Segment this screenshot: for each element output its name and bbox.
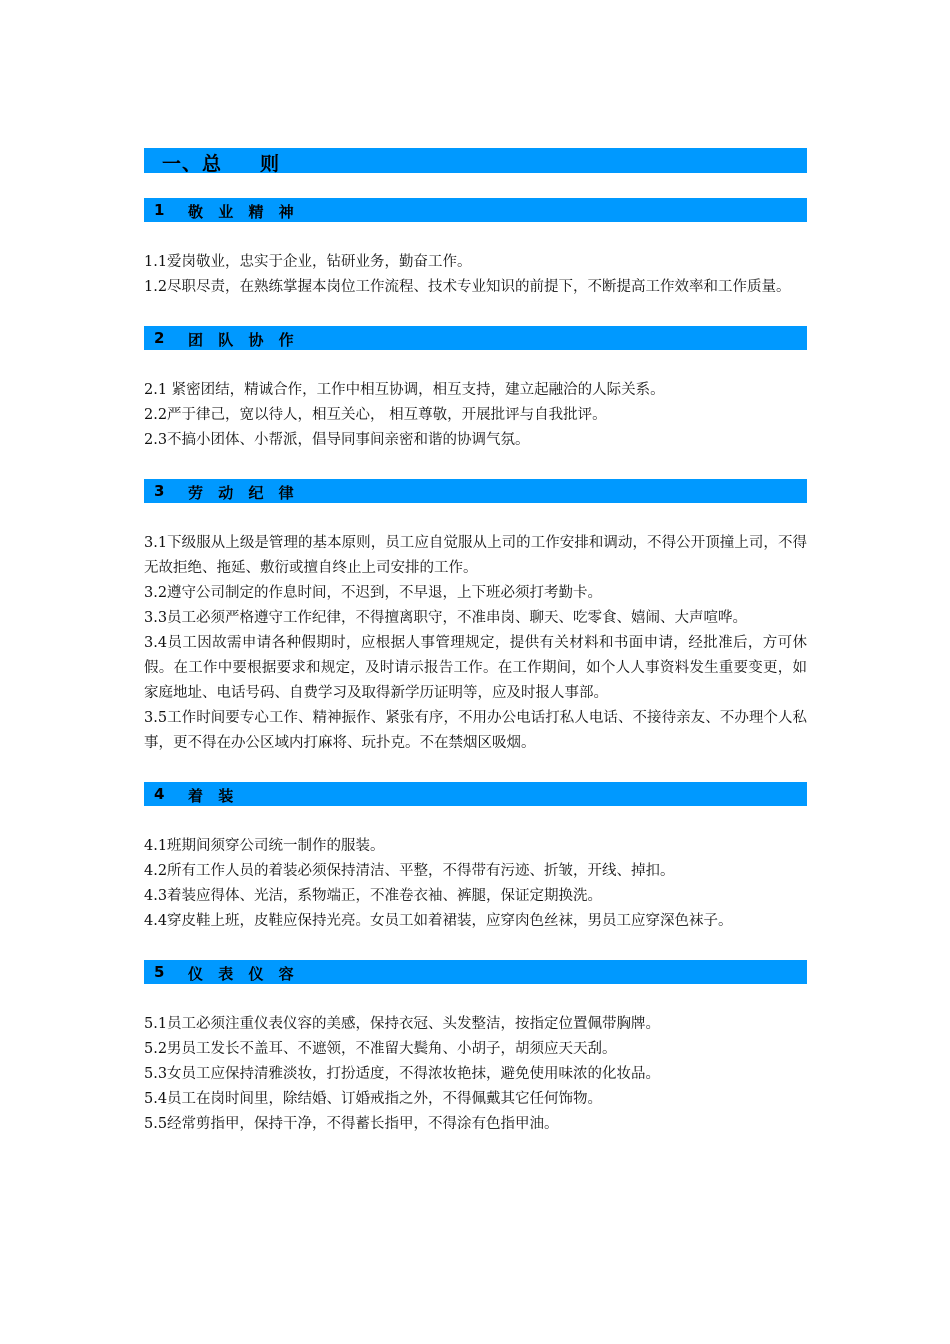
list-item: 2.1 紧密团结，精诚合作，工作中相互协调，相互支持，建立起融洽的人际关系。 <box>144 382 665 398</box>
list-item: 2.2严于律己，宽以待人，相互关心， 相互尊敬，开展批评与自我批评。 <box>144 407 607 423</box>
list-item: 5.1员工必须注重仪表仪容的美感，保持衣冠、头发整洁，按指定位置佩带胸牌。 <box>144 1016 661 1032</box>
chapter-title-bar <box>144 148 807 173</box>
section-number: 4 <box>154 785 165 803</box>
section-title: 着 装 <box>188 787 239 805</box>
list-item: 1.2尽职尽责，在熟练掌握本岗位工作流程、技术专业知识的前提下，不断提高工作效率和工作质量。 <box>144 279 791 295</box>
section-title: 仪 表 仪 容 <box>188 965 299 983</box>
section-number: 1 <box>154 201 165 219</box>
list-item: 5.2男员工发长不盖耳、不遮领，不准留大鬓角、小胡子，胡须应天天刮。 <box>144 1041 617 1057</box>
section-2 <box>144 326 807 479</box>
section-items <box>144 378 807 453</box>
section-gap <box>144 934 807 960</box>
section-header-bar <box>144 198 807 222</box>
list-item: 1.1爱岗敬业，忠实于企业，钻研业务，勤奋工作。 <box>144 254 472 270</box>
section-title: 团 队 协 作 <box>188 331 299 349</box>
list-item: 3.2遵守公司制定的作息时间，不迟到，不早退，上下班必须打考勤卡。 <box>144 585 603 601</box>
section-number: 2 <box>154 329 165 347</box>
list-item: 4.3着装应得体、光洁，系物端正，不准卷衣袖、裤腿，保证定期换洗。 <box>144 888 603 904</box>
section-4 <box>144 782 807 960</box>
section-number: 5 <box>154 963 165 981</box>
section-header-bar <box>144 326 807 350</box>
list-item: 4.1班期间须穿公司统一制作的服装。 <box>144 838 385 854</box>
section-items <box>144 834 807 934</box>
section-title: 敬 业 精 神 <box>188 203 299 221</box>
section-items <box>144 531 807 756</box>
list-item: 5.3女员工应保持清雅淡妆，打扮适度，不得浓妆艳抹，避免使用味浓的化妆品。 <box>144 1066 661 1082</box>
section-gap <box>144 300 807 326</box>
section-gap <box>144 453 807 479</box>
document-page <box>144 148 807 1137</box>
section-title: 劳 动 纪 律 <box>188 484 299 502</box>
section-1 <box>144 198 807 326</box>
list-item: 3.4员工因故需申请各种假期时，应根据人事管理规定，提供有关材料和书面申请，经批准后，方可休假。在工作中要根据要求和规定，及时请示报告工作。在工作期间，如个人人事资料发生重要变更，如家庭地址、电话号码、自费学习及取得新学历证明等，应及时报人事部。 <box>144 635 807 701</box>
list-item: 2.3不搞小团体、小帮派，倡导同事间亲密和谐的协调气氛。 <box>144 432 530 448</box>
list-item: 3.3员工必须严格遵守工作纪律，不得擅离职守，不准串岗、聊天、吃零食、嬉闹、大声喧哗。 <box>144 610 748 626</box>
list-item: 4.4穿皮鞋上班，皮鞋应保持光亮。女员工如着裙装，应穿肉色丝袜，男员工应穿深色袜子。 <box>144 913 733 929</box>
section-header-bar <box>144 782 807 806</box>
section-items <box>144 250 807 300</box>
chapter-title-right: 则 <box>260 153 280 175</box>
sections-container <box>144 198 807 1137</box>
list-item: 5.5经常剪指甲，保持干净，不得蓄长指甲，不得涂有色指甲油。 <box>144 1116 559 1132</box>
section-number: 3 <box>154 482 165 500</box>
list-item: 5.4员工在岗时间里，除结婚、订婚戒指之外，不得佩戴其它任何饰物。 <box>144 1091 603 1107</box>
section-3 <box>144 479 807 782</box>
section-5 <box>144 960 807 1137</box>
list-item: 3.5工作时间要专心工作、精神振作、紧张有序，不用办公电话打私人电话、不接待亲友、不办理个人私事，更不得在办公区域内打麻将、玩扑克。不在禁烟区吸烟。 <box>144 710 807 751</box>
list-item: 4.2所有工作人员的着装必须保持清洁、平整，不得带有污迹、折皱，开线、掉扣。 <box>144 863 675 879</box>
section-gap <box>144 756 807 782</box>
chapter-title-left: 一、总 <box>162 153 223 175</box>
section-header-bar <box>144 960 807 984</box>
list-item: 3.1下级服从上级是管理的基本原则，员工应自觉服从上司的工作安排和调动，不得公开顶撞上司，不得无故拒绝、拖延、敷衍或擅自终止上司安排的工作。 <box>144 535 807 576</box>
section-header-bar <box>144 479 807 503</box>
section-items <box>144 1012 807 1137</box>
